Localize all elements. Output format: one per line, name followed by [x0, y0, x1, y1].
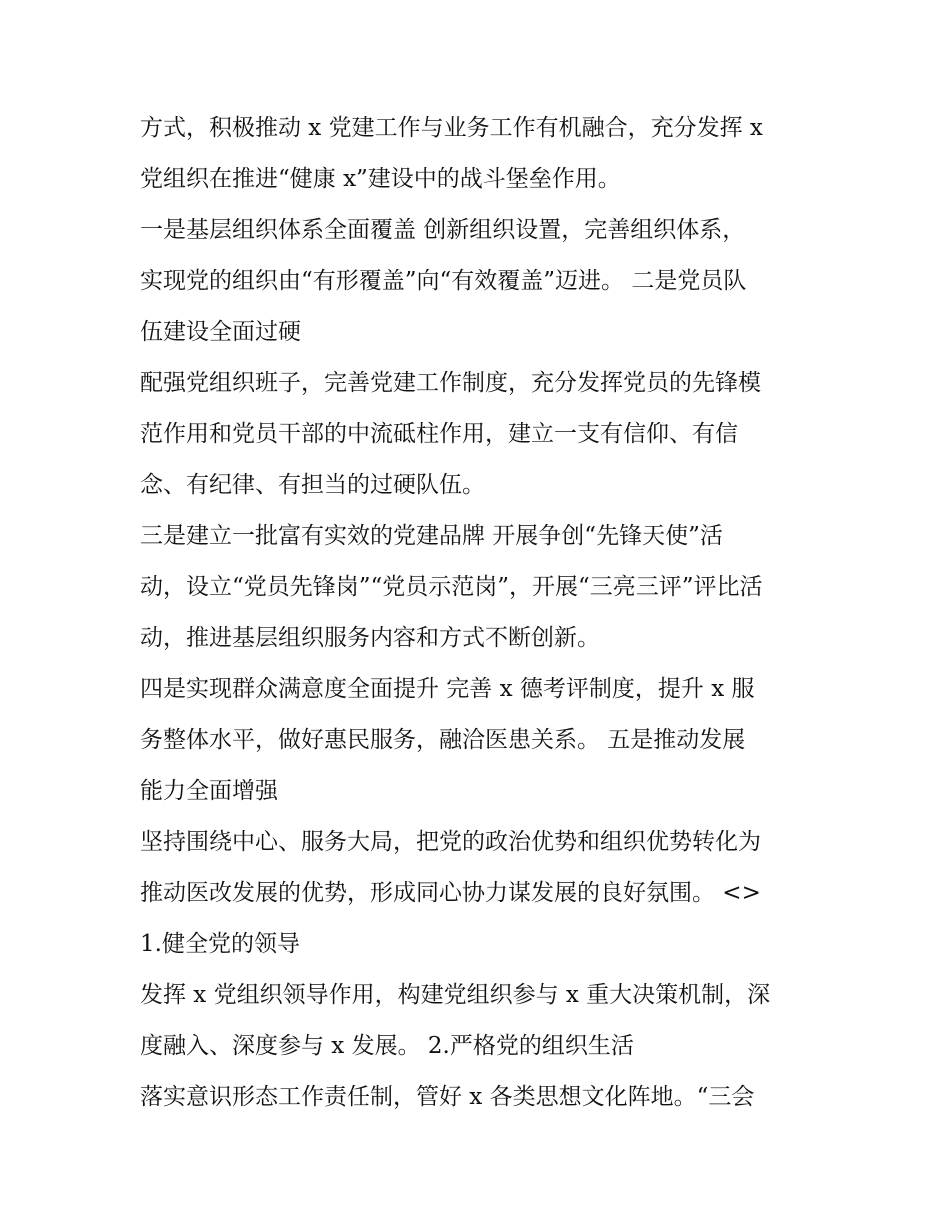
- text-line: 方式，积极推动 x 党建工作与业务工作有机融合，充分发挥 x: [140, 115, 763, 141]
- text-line: 坚持围绕中心、服务大局，把党的政治优势和组织优势转化为: [140, 829, 761, 855]
- text-line: 动，设立“党员先锋岗”“党员示范岗”，开展“三亮三评”评比活: [140, 574, 763, 600]
- text-line: 发挥 x 党组织领导作用，构建党组织参与 x 重大决策机制，深: [140, 982, 771, 1008]
- text-line: 度融入、深度参与 x 发展。 2.严格党的组织生活: [140, 1033, 634, 1059]
- document-body: [140, 103, 820, 1123]
- text-line: 能力全面增强: [140, 778, 278, 804]
- text-line: 动，推进基层组织服务内容和方式不断创新。: [140, 625, 600, 651]
- text-line: 实现党的组织由“有形覆盖”向“有效覆盖”迈进。 二是党员队: [140, 268, 747, 294]
- text-line: 念、有纪律、有担当的过硬队伍。: [140, 472, 485, 498]
- text-line: 落实意识形态工作责任制，管好 x 各类思想文化阵地。“三会: [140, 1084, 755, 1110]
- text-line: 配强党组织班子，完善党建工作制度，充分发挥党员的先锋模: [140, 370, 761, 396]
- text-line: 1.健全党的领导: [140, 931, 300, 957]
- text-line: 四是实现群众满意度全面提升 完善 x 德考评制度，提升 x 服: [140, 676, 755, 702]
- text-line: 范作用和党员干部的中流砥柱作用，建立一支有信仰、有信: [140, 421, 738, 447]
- text-line: 党组织在推进“健康 x”建设中的战斗堡垒作用。: [140, 166, 621, 192]
- text-line: 一是基层组织体系全面覆盖 创新组织设置，完善组织体系，: [140, 217, 746, 243]
- text-line: 伍建设全面过硬: [140, 319, 301, 345]
- text-line: 三是建立一批富有实效的党建品牌 开展争创“先锋天使”活: [140, 523, 723, 549]
- text-line: 推动医改发展的优势，形成同心协力谋发展的良好氛围。 <>: [140, 880, 761, 906]
- text-line: 务整体水平，做好惠民服务，融洽医患关系。 五是推动发展: [140, 727, 746, 753]
